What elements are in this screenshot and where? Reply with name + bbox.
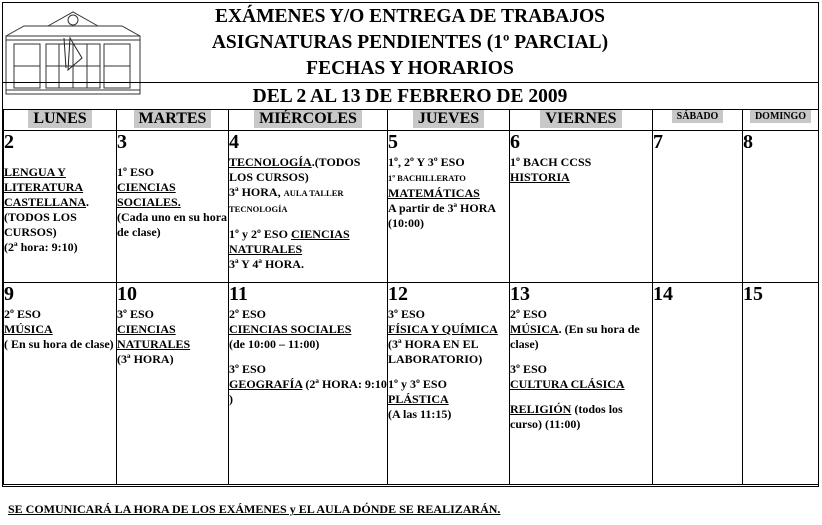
time: (A las 11:15) (388, 407, 452, 421)
subject: FÍSICA Y QUÍMICA (388, 322, 498, 336)
course: 2º ESO (4, 307, 41, 321)
subject: GEOGRAFÍA (229, 377, 303, 391)
day-header-friday: VIERNES (510, 110, 653, 131)
day-header-monday: LUNES (4, 110, 117, 131)
course: 1º BACHILLERATO (388, 173, 466, 183)
day-number: 5 (388, 131, 398, 153)
day-cell-6 (510, 131, 653, 283)
subject: HISTORIA (510, 170, 570, 184)
day-cell-8 (743, 131, 819, 283)
day-cell-5 (388, 131, 510, 283)
day-number: 6 (510, 131, 520, 153)
course: 2º ESO (510, 307, 547, 321)
course: 2º ESO (229, 307, 266, 321)
document-title (150, 4, 670, 82)
subject: TECNOLOGÍA (229, 155, 312, 169)
time: (2ª HORA: 9:10 ) (229, 377, 387, 406)
day-number: 4 (229, 131, 239, 153)
day-cell-11 (229, 283, 388, 485)
day-number: 3 (117, 131, 127, 153)
day-cell-3 (117, 131, 229, 283)
subject: CIENCIAS SOCIALES (229, 322, 352, 336)
subject: LENGUA Y LITERATURA CASTELLANA (4, 165, 87, 209)
note: (todos los curso) (11:00) (510, 402, 623, 431)
note: (3ª HORA EN EL LABORATORIO) (388, 337, 483, 366)
day-header-tuesday: MARTES (117, 110, 229, 131)
day-number: 15 (743, 283, 763, 305)
note: (TODOS LOS CURSOS) (4, 210, 77, 239)
week-row-1 (4, 131, 819, 283)
day-cell-7 (653, 131, 743, 283)
day-header-row (4, 110, 819, 131)
day-number: 11 (229, 283, 248, 305)
calendar-table (3, 109, 819, 485)
day-cell-2 (4, 131, 117, 283)
course: 3º ESO (229, 362, 266, 376)
subject-note: .(TODOS LOS CURSOS) (229, 155, 361, 184)
day-header-sunday: DOMINGO (743, 110, 819, 131)
title-line-3: FECHAS Y HORARIOS (306, 58, 514, 79)
day-number: 8 (743, 131, 753, 153)
day-number: 7 (653, 131, 663, 153)
course: 1º y 3º ESO (388, 377, 447, 391)
subject: PLÁSTICA (388, 392, 449, 406)
time: (2ª hora: 9:10) (4, 240, 78, 254)
course: 1º y 2º ESO (229, 227, 291, 241)
subject: MATEMÁTICAS (388, 186, 480, 200)
course: 3º ESO (510, 362, 547, 376)
day-cell-10 (117, 283, 229, 485)
title-line-2: ASIGNATURAS PENDIENTES (1º PARCIAL) (211, 32, 609, 53)
time: (de 10:00 – 11:00) (229, 337, 320, 351)
course: 1º ESO (117, 165, 154, 179)
note: (3ª HORA) (117, 352, 174, 366)
day-cell-9 (4, 283, 117, 485)
day-header-thursday: JUEVES (388, 110, 510, 131)
day-cell-13 (510, 283, 653, 485)
subject: CIENCIAS SOCIALES. (117, 180, 181, 209)
day-number: 13 (510, 283, 530, 305)
day-number: 2 (4, 131, 14, 153)
subject: MÚSICA (4, 322, 53, 336)
day-cell-4 (229, 131, 388, 283)
note: (Cada uno en su hora de clase) (117, 210, 228, 239)
course: 3º ESO (388, 307, 425, 321)
course: 3º ESO (117, 307, 154, 321)
day-cell-14 (653, 283, 743, 485)
course: 1º, 2º Y 3º ESO (388, 155, 465, 169)
subject: CULTURA CLÁSICA (510, 377, 625, 391)
hour: 3ª HORA, (229, 185, 284, 199)
subject: MÚSICA (510, 322, 559, 336)
subject: RELIGIÓN (510, 402, 572, 416)
day-number: 9 (4, 283, 14, 305)
title-line-1: EXÁMENES Y/O ENTREGA DE TRABAJOS (214, 6, 606, 27)
course: 1º BACH CCSS (510, 155, 592, 169)
date-range: DEL 2 AL 13 DE FEBRERO DE 2009 (252, 86, 568, 107)
punct: . (86, 195, 90, 209)
note: ( En su hora de clase) (4, 337, 114, 351)
divider (3, 82, 818, 83)
week-row-2 (4, 283, 819, 485)
time: A partir de 3ª HORA (10:00) (388, 201, 496, 230)
room: AULA TALLER TECNOLOGÍA (229, 188, 344, 214)
subject: CIENCIAS NATURALES (229, 227, 350, 256)
hour: 3ª Y 4ª HORA. (229, 257, 304, 271)
day-header-saturday: SÁBADO (653, 110, 743, 131)
subject: CIENCIAS NATURALES (117, 322, 191, 351)
day-cell-15 (743, 283, 819, 485)
day-header-wednesday: MIÉRCOLES (229, 110, 388, 131)
note: . (En su hora de clase) (510, 322, 640, 351)
day-number: 14 (653, 283, 673, 305)
footer-note: SE COMUNICARÁ LA HORA DE LOS EXÁMENES y EL AULA DÓNDE SE REALIZARÁN. (8, 502, 501, 516)
day-number: 10 (117, 283, 137, 305)
day-number: 12 (388, 283, 408, 305)
day-cell-12 (388, 283, 510, 485)
